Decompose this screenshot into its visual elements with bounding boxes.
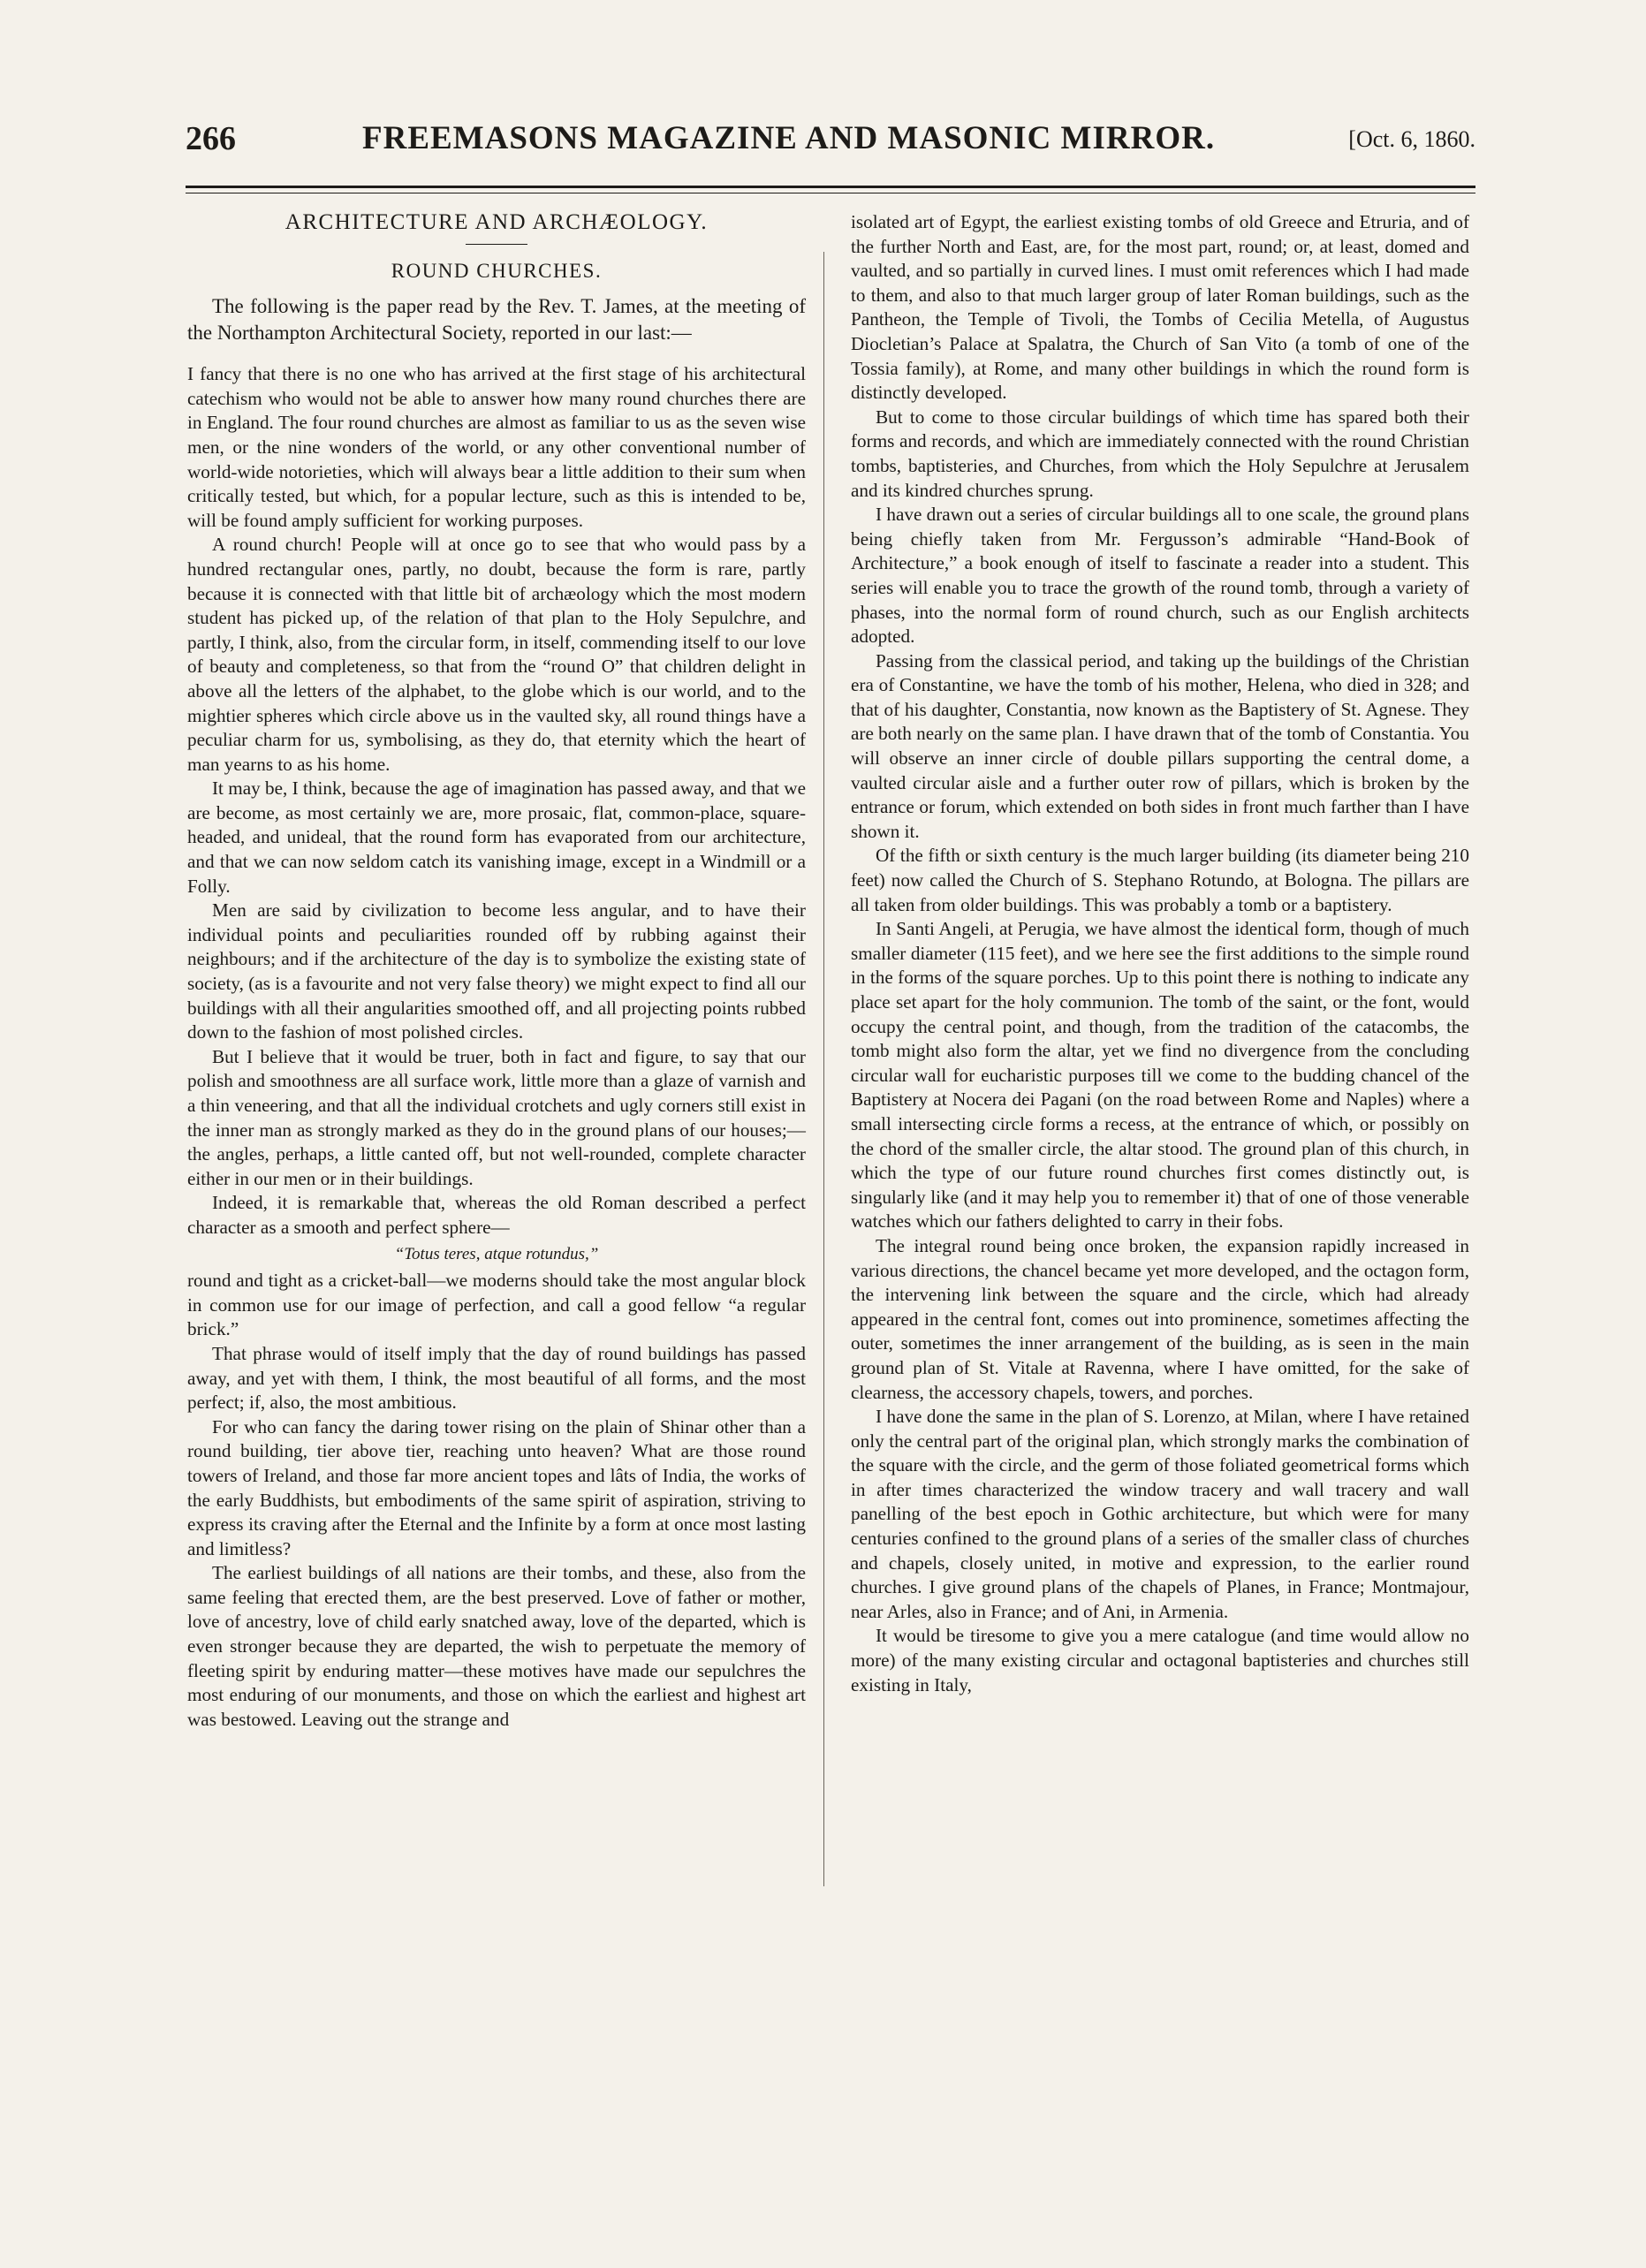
page-header [186,84,1475,157]
right-column [851,210,1469,1697]
left-column [187,210,806,1732]
paragraph: That phrase would of itself imply that the day of round buildings has passed away, and yet with them, I think, the most beautiful of all forms, and the most perfect; if, also, the most ambitious. [187,1342,806,1414]
column-divider [823,252,824,1886]
article-title: ROUND CHURCHES. [391,259,603,282]
paragraph: In Santi Angeli, at Perugia, we have almost the identical form, though of much smaller diameter (115 feet), and we here see the first additions to the simple round in the forms of the square porches. Up to this point there is nothing to indicate any place set apart for the holy communion. The tomb of the saint, or the font, would occupy the central point, and though, from the tradition of the catacombs, the tomb might also form the altar, yet we find no divergence from the concluding circular wall for eucharistic purposes till we come to the budding chancel of the Baptistery at Nocera dei Pagani (on the road between Rome and Naples) where a small intersecting circle forms a recess, at the entrance of which, or possibly on the chord of the smaller circle, the altar stood. The ground plan of this church, in which the type of our future round churches first comes distinctly out, is singularly like (and it may help you to remember it) that of one of those venerable watches which our fathers delighted to carry in their fobs. [851,918,1469,1233]
article-intro: The following is the paper read by the Rev. T. James, at the meeting of the Northampton Architectural Society, reported in our last:— [187,295,806,345]
paragraph: Of the fifth or sixth century is the much larger building (its diameter being 210 feet) now called the Church of S. Stephano Rotundo, at Bologna. The pillars are all taken from older buildings. This was probably a tomb or a baptistery. [851,845,1469,915]
paragraph: I have drawn out a series of circular buildings all to one scale, the ground plans being chiefly taken from Mr. Fergusson’s admirable “Hand-Book of Architecture,” a book enough of itself to fascinate a reader into a student. This series will enable you to trace the growth of the round tomb, through a variety of phases, into the normal form of round church, such as our English architects adopted. [851,504,1469,648]
paragraph: A round church! People will at once go to see that who would pass by a hundred rectangular ones, partly, no doubt, because the form is rare, partly because it is connected with that little bit of archæology which the most modern student has picked up, of the relation of that plan to the Holy Sepulchre, and partly, I think, also, from the circular form, in itself, commending itself to our love of beauty and completeness, so that from the “round O” that children delight in above all the letters of the alphabet, to the globe which is our world, and to the mightier spheres which circle above us in the vaulted sky, all round things have a peculiar charm for us, symbolising, as they do, that eternity which the heart of man yearns to as his home. [187,534,806,775]
paragraph: But I believe that it would be truer, both in fact and figure, to say that our polish and smoothness are all surface work, little more than a glaze of varnish and a thin veneering, and that all the individual crotchets and ugly corners still exist in the inner man as strongly marked as they do in the ground plans of our houses;—the angles, perhaps, a little canted off, but not well-rounded, complete character either in our men or in their buildings. [187,1045,806,1189]
paragraph: I have done the same in the plan of S. Lorenzo, at Milan, where I have retained only the central part of the original plan, which strongly marks the combination of the square with the circle, and the germ of those foliated geometrical forms which in after times characterized the window tracery and wall tracery and wall panelling of the best epoch in Gothic architecture, but which were for many centuries confined to the ground plans of a series of the smaller class of churches and chapels, closely united, in motive and expression, to the earlier round churches. I give ground plans of the chapels of Planes, in France; Montmajour, near Arles, also in France; and of Ani, in Armenia. [851,1406,1469,1622]
paragraph: Passing from the classical period, and taking up the buildings of the Christian era of Constantine, we have the tomb of his mother, Helena, who died in 328; and that of his daughter, Constantia, now known as the Baptistery of St. Agnese. They are both nearly on the same plan. I have drawn that of the tomb of Constantia. You will observe an inner circle of double pillars supporting the central dome, a vaulted circular aisle and a further outer row of pillars, which is broken by the entrance or forum, which extended on both sides in front much farther than I have shown it. [851,649,1469,842]
section-title: ARCHITECTURE AND ARCHÆOLOGY. [284,210,709,234]
paragraph: The integral round being once broken, the expansion rapidly increased in various directions, the chancel became yet more developed, and the octagon form, the intervening link between the square and the circle, which had already appeared in the central font, comes out into prominence, sometimes affecting the outer, sometimes the inner arrangement of the building, as is seen in the main ground plan of St. Vitale at Ravenna, where I have omitted, for the sake of clearness, the accessory chapels, towers, and porches. [851,1234,1469,1403]
paragraph: It would be tiresome to give you a mere catalogue (and time would allow no more) of the many existing circular and octagonal baptisteries and churches still existing in Italy, [851,1625,1469,1695]
paragraph: It may be, I think, because the age of imagination has passed away, and that we are become, as most certainly we are, more prosaic, flat, common-place, square-headed, and unideal, that the round form has evaporated from our architecture, and that we can now seldom catch its vanishing image, except in a Windmill or a Folly. [187,777,806,897]
paragraph: Indeed, it is remarkable that, whereas the old Roman described a perfect character as a smooth and perfect sphere— [187,1192,806,1238]
paragraph: round and tight as a cricket-ball—we moderns should take the most angular block in common use for our image of perfection, and call a good fellow “a regular brick.” [187,1270,806,1340]
header-rule-thick [186,186,1475,188]
paragraph: isolated art of Egypt, the earliest existing tombs of old Greece and Etruria, and of the further North and East, are, for the most part, round; or, at least, domed and vaulted, and so partially in curved lines. I must omit references which I had made to them, and also to that much larger group of later Roman buildings, such as the Pantheon, the Temple of Tivoli, the Tombs of Cecilia Metella, of Augustus Diocletian’s Palace at Spalatra, the Church of San Vito (a tomb of one of the Tossia family), at Rome, and many other buildings in which the round form is distinctly developed. [851,211,1469,404]
paragraph: I fancy that there is no one who has arrived at the first stage of his architectural catechism who would not be able to answer how many round churches there are in England. The four round churches are almost as familiar to us as the seven wise men, or the nine wonders of the world, or any other conventional number of world-wide notorieties, which will always bear a little addition to their sum when critically tested, but which, for a popular lecture, such as this is intended to be, will be found amply sufficient for working purposes. [187,363,806,531]
paragraph: For who can fancy the daring tower rising on the plain of Shinar other than a round building, tier above tier, reaching unto heaven? What are those round towers of Ireland, and those far more ancient topes and lâts of India, the works of the early Buddhists, but embodiments of the same spirit of aspiration, striving to express its craving after the Eternal and the Infinite by a form at once most lasting and limitless? [187,1415,806,1559]
title-divider [466,244,527,245]
paragraph: But to come to those circular buildings of which time has spared both their forms and records, and which are immediately connected with the round Christian tombs, baptisteries, and Churches, from which the Holy Sepulchre at Jerusalem and its kindred churches sprung. [851,406,1469,501]
latin-quote: “Totus teres, atque rotundus,” [394,1244,599,1263]
masthead: FREEMASONS MAGAZINE AND MASONIC MIRROR. [362,120,1216,156]
paragraph: Men are said by civilization to become less angular, and to have their individual points and peculiarities rounded off by rubbing against their neighbours; and if the architecture of the day is to symbolize the existing state of society, (as is a favourite and not very false theory) we might expect to find all our buildings with all their angularities smoothed off, and all projecting points rubbed down to the fashion of most polished circles. [187,899,806,1043]
page-number: 266 [186,120,236,157]
paragraph: The earliest buildings of all nations are their tombs, and these, also from the same feeling that erected them, are the best preserved. Love of father or mother, love of ancestry, love of child early snatched away, love of the departed, which is even stronger because they are departed, the wish to perpetuate the memory of fleeting spirit by enduring matter—these motives have made our sepulchres the most enduring of our monuments, and those on which the earliest and highest art was bestowed. Leaving out the strange and [187,1562,806,1730]
issue-date: [Oct. 6, 1860. [1348,126,1475,152]
